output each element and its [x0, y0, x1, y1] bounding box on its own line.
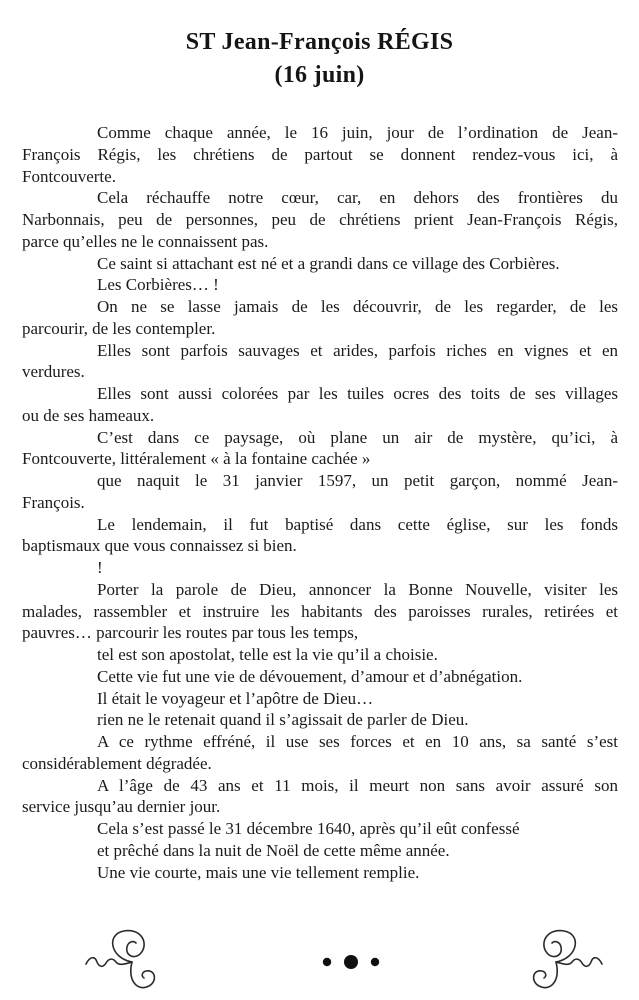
text-line: Elles sont parfois sauvages et arides, parfois riches en vignes et en [97, 340, 618, 360]
text-line: Cette vie fut une vie de dévouement, d’amour et d’abnégation. [97, 666, 523, 686]
text-line: On ne se lasse jamais de les découvrir, de les regarder, de les [97, 297, 618, 316]
text-line: A l’âge de 43 ans et 11 mois, il meurt non sans avoir assuré son [97, 775, 618, 795]
text-line: verdures. [22, 362, 85, 382]
flourish-svg [0, 928, 639, 998]
text-line: que naquit le 31 janvier 1597, un petit garçon, nommé Jean- [97, 471, 618, 490]
text-line: parcourir, de les contempler. [22, 318, 216, 338]
text-line: et prêché dans la nuit de Noël de cette même année. [97, 840, 450, 860]
text-line: malades, rassembler et instruire les habitants des paroisses rurales, retirées et [22, 601, 618, 621]
text-line: A ce rythme effréné, il use ses forces et en 10 ans, sa santé s’est [97, 732, 618, 751]
dot-large-center [344, 955, 358, 969]
text-line: considérablement dégradée. [22, 753, 212, 773]
text-line: Les Corbières… ! [97, 275, 219, 295]
text-line: Une vie courte, mais une vie tellement remplie. [97, 862, 420, 882]
text-line: Le lendemain, il fut baptisé dans cette église, sur les fonds [97, 514, 618, 534]
text-line: Narbonnais, peu de personnes, peu de chrétiens prient Jean-François Régis, [22, 210, 618, 229]
text-line: C’est dans ce paysage, où plane un air de mystère, qu’ici, à [97, 427, 618, 447]
text-line: parce qu’elles ne le connaissent pas. [22, 231, 269, 251]
text-line: Ce saint si attachant est né et a grandi dans ce village des Corbières. [97, 253, 560, 273]
text-line: baptismaux que vous connaissez si bien. [22, 536, 297, 556]
center-dots-icon [323, 955, 379, 969]
text-line: ou de ses hameaux. [22, 405, 155, 425]
text-line: Fontcouverte. [22, 166, 116, 186]
left-scroll-ornament-icon [86, 931, 154, 988]
text-line: François. [22, 492, 85, 512]
text-line: rien ne le retenait quand il s’agissait de parler de Dieu. [97, 710, 469, 730]
text-line: Comme chaque année, le 16 juin, jour de l’ordination de Jean- [97, 123, 618, 142]
page-title [0, 26, 639, 92]
title-line-2: (16 juin) [274, 62, 365, 88]
dot-small-right [371, 958, 379, 966]
text-line: Cela s’est passé le 31 décembre 1640, après qu’il eût confessé [97, 819, 520, 838]
text-line: pauvres… parcourir les routes par tous les temps, [22, 623, 359, 643]
text-line: Cela réchauffe notre cœur, car, en dehors des frontières du [97, 188, 618, 208]
text-line: tel est son apostolat, telle est la vie qu’il a choisie. [97, 645, 438, 664]
text-line: ! [97, 558, 103, 577]
body-text [22, 122, 618, 883]
right-scroll-ornament-icon [534, 931, 602, 988]
text-line: Elles sont aussi colorées par les tuiles ocres des toits de ses villages [97, 384, 618, 403]
text-line: Fontcouverte, littéralement « à la fontaine cachée » [22, 449, 371, 469]
text-line: Il était le voyageur et l’apôtre de Dieu… [97, 688, 374, 708]
text-line: François Régis, les chrétiens de partout se donnent rendez-vous ici, à [22, 144, 618, 164]
text-line: service jusqu’au dernier jour. [22, 797, 221, 817]
text-line: Porter la parole de Dieu, annoncer la Bonne Nouvelle, visiter les [97, 579, 618, 599]
title-line-1: ST Jean-François RÉGIS [185, 29, 454, 55]
flourish-divider [0, 928, 639, 998]
dot-small-left [323, 958, 331, 966]
